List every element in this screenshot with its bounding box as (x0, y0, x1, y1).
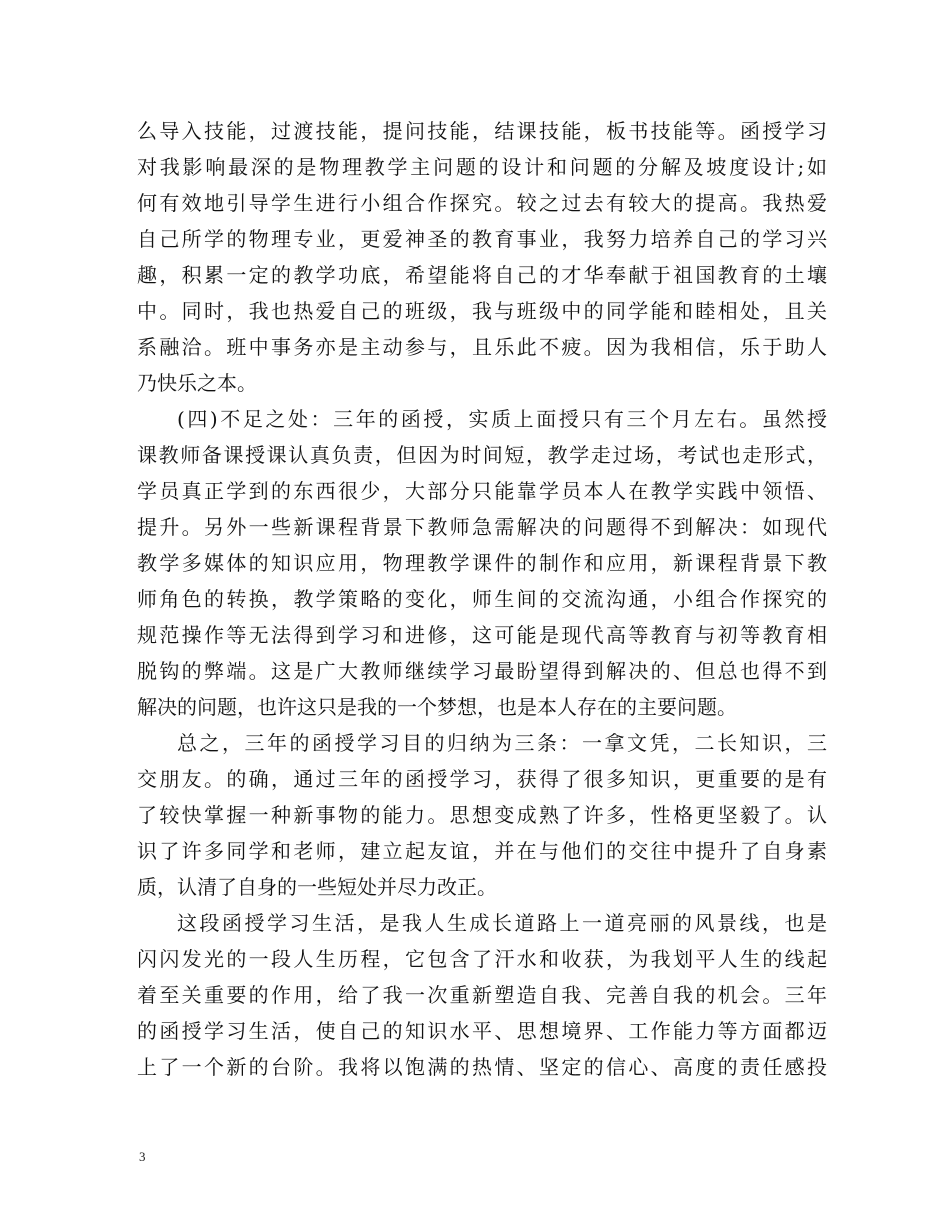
text-line: 闪闪发光的一段人生历程，它包含了汗水和收获，为我划平人生的线起 (137, 947, 827, 971)
text-line: 课教师备课授课认真负责，但因为时间短，教学走过场，考试也走形式， (137, 443, 827, 467)
text-line: 师角色的转换，教学策略的变化，师生间的交流沟通，小组合作探究的 (137, 587, 827, 611)
text-line: 何有效地引导学生进行小组合作探究。较之过去有较大的提高。我热爱 (137, 191, 827, 215)
text-line: 交朋友。的确，通过三年的函授学习，获得了很多知识，更重要的是有 (137, 767, 827, 791)
text-line: 规范操作等无法得到学习和进修，这可能是现代高等教育与初等教育相 (137, 623, 827, 647)
text-line: 质，认清了自身的一些短处并尽力改正。 (137, 875, 497, 899)
text-line: 教学多媒体的知识应用，物理教学课件的制作和应用，新课程背景下教 (137, 551, 827, 575)
paragraph-1 (137, 113, 827, 401)
text-line: 这段函授学习生活，是我人生成长道路上一道亮丽的风景线，也是 (177, 911, 827, 935)
text-line: 中。同时，我也热爱自己的班级，我与班级中的同学能和睦相处，且关 (137, 299, 827, 323)
text-line: 识了许多同学和老师，建立起友谊，并在与他们的交往中提升了自身素 (137, 839, 827, 863)
document-body (137, 113, 827, 1085)
text-line: 提升。另外一些新课程背景下教师急需解决的问题得不到解决：如现代 (137, 515, 827, 539)
text-line: 对我影响最深的是物理教学主问题的设计和问题的分解及坡度设计;如 (137, 155, 827, 179)
text-line: 总之，三年的函授学习目的归纳为三条：一拿文凭，二长知识，三 (177, 731, 827, 755)
paragraph-4 (137, 905, 827, 1085)
text-line: 么导入技能，过渡技能，提问技能，结课技能，板书技能等。函授学习 (137, 119, 827, 143)
text-line: 趣，积累一定的教学功底，希望能将自己的才华奉献于祖国教育的土壤 (137, 263, 827, 287)
text-line: (四)不足之处：三年的函授，实质上面授只有三个月左右。虽然授 (177, 407, 827, 431)
text-line: 解决的问题，也许这只是我的一个梦想，也是本人存在的主要问题。 (137, 695, 737, 719)
paragraph-2 (137, 401, 827, 725)
text-line: 着至关重要的作用，给了我一次重新塑造自我、完善自我的机会。三年 (137, 983, 827, 1007)
paragraph-3 (137, 725, 827, 905)
text-line: 学员真正学到的东西很少，大部分只能靠学员本人在教学实践中领悟、 (137, 479, 827, 503)
text-line: 系融洽。班中事务亦是主动参与，且乐此不疲。因为我相信，乐于助人 (137, 335, 827, 359)
text-line: 脱钩的弊端。这是广大教师继续学习最盼望得到解决的、但总也得不到 (137, 659, 827, 683)
text-line: 自己所学的物理专业，更爱神圣的教育事业，我努力培养自己的学习兴 (137, 227, 827, 251)
text-line: 的函授学习生活，使自己的知识水平、思想境界、工作能力等方面都迈 (137, 1019, 827, 1043)
page-number: 3 (139, 1149, 146, 1164)
text-line: 上了一个新的台阶。我将以饱满的热情、坚定的信心、高度的责任感投 (137, 1055, 827, 1079)
text-line: 了较快掌握一种新事物的能力。思想变成熟了许多，性格更坚毅了。认 (137, 803, 827, 827)
text-line: 乃快乐之本。 (137, 371, 257, 395)
